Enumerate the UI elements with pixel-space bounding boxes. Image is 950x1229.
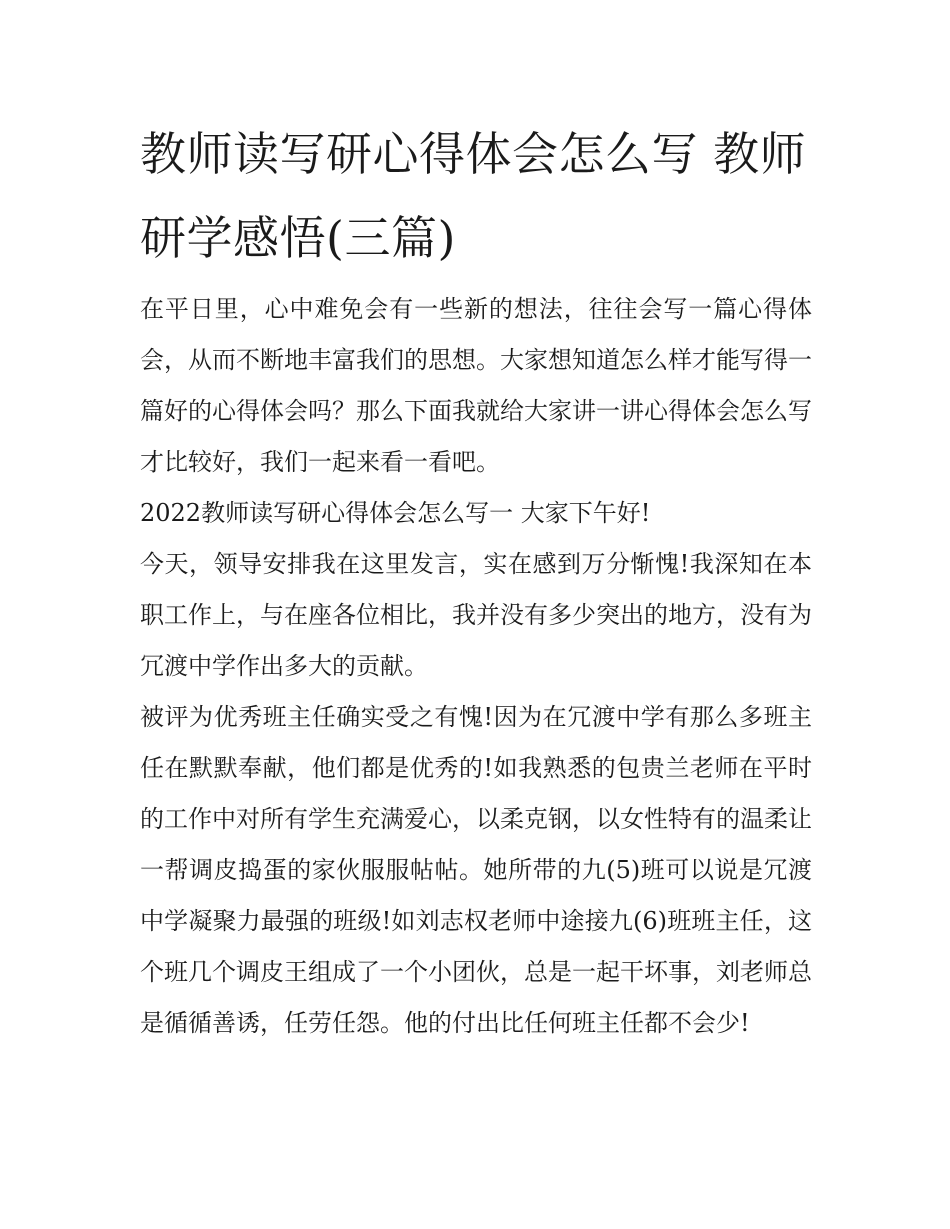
- document-page: [140, 112, 812, 1049]
- body-paragraph: 今天，领导安排我在这里发言，实在感到万分惭愧!我深知在本职工作上，与在座各位相比，我并没有多少突出的地方，没有为冗渡中学作出多大的贡献。: [140, 550, 812, 680]
- intro-paragraph: 在平日里，心中难免会有一些新的想法，往往会写一篇心得体会，从而不断地丰富我们的思想。大家想知道怎么样才能写得一篇好的心得体会吗？那么下面我就给大家讲一讲心得体会怎么写才比较好，我们一起来看一看吧。: [140, 295, 812, 476]
- body-paragraph: 被评为优秀班主任确实受之有愧!因为在冗渡中学有那么多班主任在默默奉献，他们都是优秀的!如我熟悉的包贵兰老师在平时的工作中对所有学生充满爱心，以柔克钢，以女性特有的温柔让一帮调皮捣蛋的家伙服服帖帖。她所带的九(5)班可以说是冗渡中学凝聚力最强的班级!如刘志权老师中途接九(6)班班主任，这个班几个调皮王组成了一个小团伙，总是一起干坏事，刘老师总是循循善诱，任劳任怨。他的付出比任何班主任都不会少!: [140, 703, 812, 1037]
- document-title: 教师读写研心得体会怎么写 教师研学感悟(三篇): [140, 127, 807, 265]
- section-heading-paragraph: 2022教师读写研心得体会怎么写一 大家下午好!: [140, 499, 651, 527]
